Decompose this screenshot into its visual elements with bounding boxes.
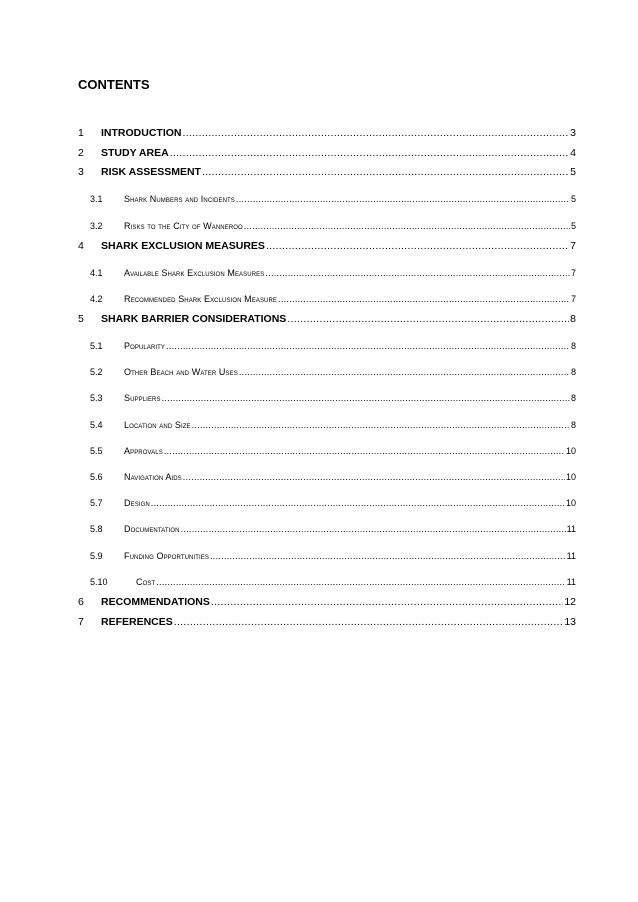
dot-leader <box>202 166 569 178</box>
toc-entry-page: 10 <box>565 498 576 508</box>
dot-leader <box>183 127 570 139</box>
toc-entry-number: 4.2 <box>90 294 103 304</box>
dot-leader <box>287 313 569 325</box>
toc-entry-title: Suppliers <box>124 393 161 403</box>
toc-entry-title: Available Shark Exclusion Measures <box>124 268 265 278</box>
dot-leader <box>239 367 570 377</box>
dot-leader <box>236 194 570 204</box>
dot-leader <box>174 616 564 628</box>
toc-entry-page: 13 <box>564 616 576 628</box>
toc-entry-page: 11 <box>566 551 576 561</box>
toc-entry-title: Documentation <box>124 524 180 534</box>
dot-leader <box>265 268 570 278</box>
toc-entry-number: 2 <box>78 147 84 159</box>
toc-entry-title: STUDY AREA <box>101 147 169 159</box>
toc-entry-title: RISK ASSESSMENT <box>101 166 201 178</box>
toc-entry-number: 5.6 <box>90 472 103 482</box>
toc-entry-page: 8 <box>570 313 576 325</box>
toc-subentry[interactable] <box>90 498 576 508</box>
toc-entry-number: 4 <box>78 240 84 252</box>
toc-entry[interactable] <box>78 596 576 608</box>
toc-subentry[interactable] <box>90 577 576 587</box>
toc-entry-page: 4 <box>570 147 576 159</box>
toc-subentry[interactable] <box>90 446 576 456</box>
dot-leader <box>192 420 570 430</box>
toc-subentry[interactable] <box>90 341 576 351</box>
dot-leader <box>170 147 569 159</box>
toc-entry-title: Risks to the City of Wanneroo <box>124 221 243 231</box>
toc-subentry[interactable] <box>90 524 576 534</box>
toc-entry-number: 1 <box>78 127 84 139</box>
toc-subentry[interactable] <box>90 367 576 377</box>
toc-subentry[interactable] <box>90 294 576 304</box>
toc-entry-page: 5 <box>570 166 576 178</box>
toc-entry-page: 8 <box>570 367 576 377</box>
toc-entry-number: 5.7 <box>90 498 103 508</box>
toc-entry-title: Navigation Aids <box>124 472 182 482</box>
toc-entry[interactable] <box>78 616 576 628</box>
toc-entry-page: 8 <box>570 393 576 403</box>
toc-entry-page: 3 <box>570 127 576 139</box>
toc-entry-page: 5 <box>570 194 576 204</box>
toc-entry-page: 12 <box>564 596 576 608</box>
toc-entry-number: 5 <box>78 313 84 325</box>
dot-leader <box>266 240 569 252</box>
toc-entry-title: SHARK EXCLUSION MEASURES <box>101 240 265 252</box>
toc-entry-title: Design <box>124 498 150 508</box>
dot-leader <box>183 472 565 482</box>
dot-leader <box>211 596 563 608</box>
toc-entry-number: 5.2 <box>90 367 103 377</box>
toc-entry-page: 11 <box>566 577 576 587</box>
toc-subentry[interactable] <box>90 420 576 430</box>
toc-subentry[interactable] <box>90 268 576 278</box>
toc-entry-page: 7 <box>570 268 576 278</box>
dot-leader <box>278 294 570 304</box>
toc-entry-title: Recommended Shark Exclusion Measure <box>124 294 278 304</box>
toc-entry-page: 8 <box>570 341 576 351</box>
dot-leader <box>181 524 566 534</box>
dot-leader <box>151 498 565 508</box>
toc-entry-title: REFERENCES <box>101 616 173 628</box>
toc-entry-number: 3 <box>78 166 84 178</box>
toc-entry-number: 5.4 <box>90 420 103 430</box>
toc-entry-title: Shark Numbers and Incidents <box>124 194 235 204</box>
toc-entry[interactable] <box>78 240 576 252</box>
dot-leader <box>164 446 565 456</box>
toc-entry-page: 7 <box>570 294 576 304</box>
dot-leader <box>166 341 570 351</box>
toc-subentry[interactable] <box>90 551 576 561</box>
toc-subentry[interactable] <box>90 221 576 231</box>
toc-entry-page: 5 <box>570 221 576 231</box>
toc-entry[interactable] <box>78 313 576 325</box>
toc-entry-page: 10 <box>565 472 576 482</box>
toc-entry-title: SHARK BARRIER CONSIDERATIONS <box>101 313 287 325</box>
toc-entry-page: 7 <box>570 240 576 252</box>
dot-leader <box>162 393 570 403</box>
toc-entry-title: Other Beach and Water Uses <box>124 367 238 377</box>
toc-entry-title: Location and Size <box>124 420 191 430</box>
toc-entry[interactable] <box>78 147 576 159</box>
toc-entry-number: 5.5 <box>90 446 103 456</box>
toc-entry-number: 4.1 <box>90 268 103 278</box>
toc-entry-title: INTRODUCTION <box>101 127 182 139</box>
toc-entry-page: 11 <box>566 524 576 534</box>
toc-entry-title: Popularity <box>124 341 166 351</box>
toc-entry-title: RECOMMENDATIONS <box>101 596 210 608</box>
toc-entry-number: 5.8 <box>90 524 103 534</box>
page-title: CONTENTS <box>78 77 150 92</box>
toc-entry[interactable] <box>78 127 576 139</box>
toc-entry-number: 3.1 <box>90 194 103 204</box>
toc-entry-number: 7 <box>78 616 84 628</box>
toc-entry-number: 3.2 <box>90 221 103 231</box>
toc-entry-title: Approvals <box>124 446 163 456</box>
toc-subentry[interactable] <box>90 472 576 482</box>
toc-entry[interactable] <box>78 166 576 178</box>
toc-entry-number: 5.1 <box>90 341 103 351</box>
toc-entry-title: Cost <box>136 577 156 587</box>
toc-entry-number: 5.3 <box>90 393 103 403</box>
toc-entry-number: 6 <box>78 596 84 608</box>
toc-subentry[interactable] <box>90 194 576 204</box>
toc-entry-number: 5.9 <box>90 551 103 561</box>
toc-entry-number: 5.10 <box>90 577 108 587</box>
dot-leader <box>210 551 566 561</box>
toc-entry-page: 10 <box>565 446 576 456</box>
toc-entry-page: 8 <box>570 420 576 430</box>
dot-leader <box>156 577 565 587</box>
toc-entry-title: Funding Opportunities <box>124 551 209 561</box>
toc-subentry[interactable] <box>90 393 576 403</box>
dot-leader <box>244 221 570 231</box>
